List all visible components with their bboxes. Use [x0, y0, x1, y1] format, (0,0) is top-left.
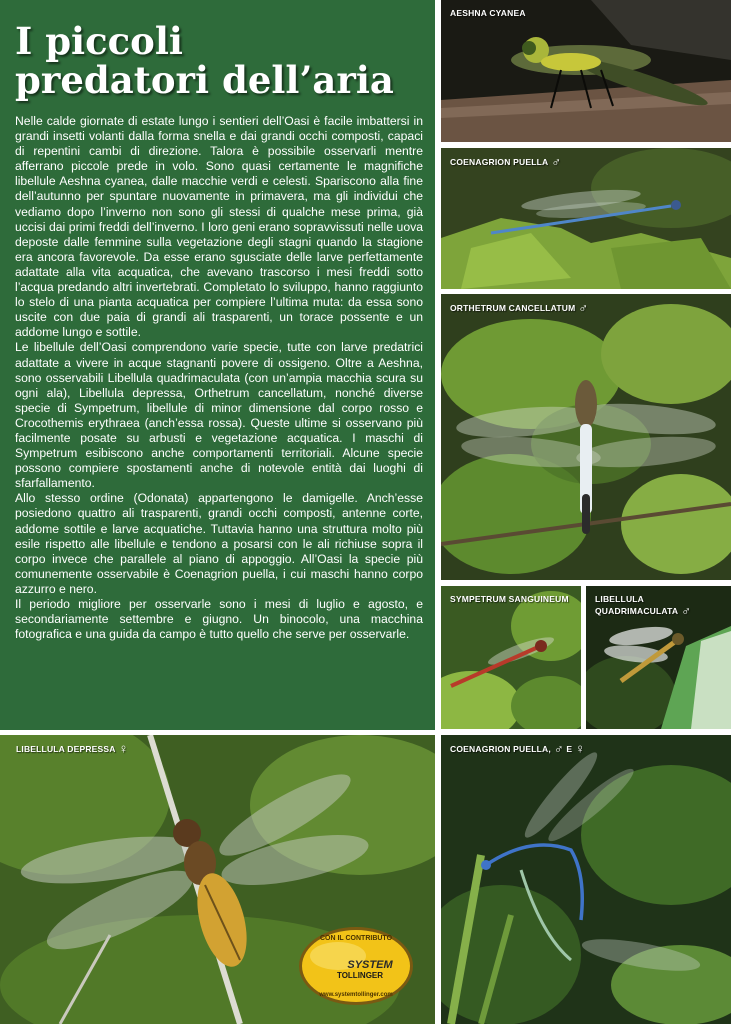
caption-orthetrum: ORTHETRUM CANCELLATUM ♂ — [450, 300, 589, 315]
coenagrion-pair-image — [441, 735, 731, 1024]
title-line-1: I piccoli — [15, 19, 183, 63]
male-symbol: ♂ — [578, 300, 589, 315]
caption-depressa: LIBELLULA DEPRESSA ♀ — [16, 741, 129, 756]
male-symbol: ♂ — [551, 154, 562, 169]
caption-sympetrum: SYMPETRUM SANGUINEUM — [450, 594, 569, 604]
paragraph-1: Nelle calde giornate di estate lungo i sentieri dell’Oasi è facile imbattersi in grandi insetti volanti dalla forma snella e dai grandi occhi composti, capaci di repentini cambi di direzione. Talora è possibile osservarli mentre afferrano piccole prede in volo. Sono quasi certamente le magnifiche libellule Aeshna cyanea, dalle macchie verdi e celesti. Spariscono alla fine dell’autunno per spuntare nuovamente in primavera, ma gli individui che vediamo dopo l’inverno non sono gli stessi di qualche mese prima, già uccisi dai primi freddi dell’inverno. I loro geni erano sopravvissuti nelle uova deposte dalle femmine sulla vegetazione degli stagni quando la stagione era ancora favorevole. Da esse erano sgusciate delle larve perfettamente adattate alla vita acquatica, che avevano trascorso i mesi freddi sotto l’acqua predando altri invertebrati. Completato lo sviluppo, hanno raggiunto lo stelo di una pianta acquatica per compiere l’ultima muta: da essa sono uscite con due paia di grandi ali trasparenti, un torace possente e un addome lungo e sottile. — [15, 114, 423, 340]
paragraph-3: Allo stesso ordine (Odonata) appartengono le damigelle. Anch’esse posiedono quattro ali trasparenti, grandi occhi composti, antenne corte, addome sottile e larve acquatiche. Tuttavia hanno una struttura molto più esile rispetto alle libellule e tendono a posarsi con le ali richiuse sopra il corpo invece che parallele al piano di appoggio. All’Oasi la specie più comunemente osservabile è Coenagrion puella, i cui maschi hanno corpo azzurro e nero. — [15, 491, 423, 596]
photo-orthetrum — [441, 294, 731, 580]
photo-aeshna-cyanea — [441, 0, 731, 142]
male-symbol: ♂ — [681, 603, 692, 618]
aeshna-image — [441, 0, 731, 142]
caption-coenagrion-male: COENAGRION PUELLA ♂ — [450, 154, 562, 169]
coenagrion-male-image — [441, 148, 731, 289]
female-symbol: ♀ — [575, 741, 586, 756]
caption-aeshna: AESHNA CYANEA — [450, 8, 526, 18]
caption-coenagrion-pair: COENAGRION PUELLA, ♂ E ♀ — [450, 741, 586, 756]
logo-url: www.systemtollinger.com — [319, 992, 393, 998]
article-body — [15, 114, 423, 642]
photo-sympetrum — [441, 586, 581, 729]
paragraph-2: Le libellule dell’Oasi comprendono varie specie, tutte con larve predatrici adattate a vivere in acque stagnanti povere di ossigeno. Oltre a Aeshna, sono osservabili Libellula quadrimaculata (con un’ampia macchia scura su ogni ala), Libellula depressa, Orthetrum cancellatum, nonché diverse specie di Sympetrum, libellule di minor dimensione dal corpo rosso e Crocothemis erythraea (anch’essa rossa). Queste ultime si osservano più facilmente posate su arbusti e vegetazione acquatica. I maschi di Sympetrum esibiscono anche comportamenti territoriali. Alcune specie possono compiere spostamenti anche di notevole entità dai luoghi di sfarfallamento. — [15, 340, 423, 491]
female-symbol: ♀ — [118, 741, 129, 756]
sponsor-logo — [298, 926, 414, 1006]
photo-quadrimaculata — [586, 586, 731, 729]
sympetrum-image — [441, 586, 581, 729]
page-title — [15, 19, 425, 102]
text-panel — [0, 0, 435, 730]
caption-quadrimaculata: LIBELLULA QUADRIMACULATA ♂ — [595, 594, 692, 618]
paragraph-4: Il periodo migliore per osservarle sono i mesi di luglio e agosto, e secondariamente settembre e giugno. Un binocolo, una macchina fotografica e una guida da campo è tutto quello che serve per osservarle. — [15, 597, 423, 642]
photo-coenagrion-pair — [441, 735, 731, 1024]
orthetrum-image — [441, 294, 731, 580]
photo-coenagrion-male — [441, 148, 731, 289]
logo-brand-2: TOLLINGER — [336, 971, 384, 980]
logo-brand-1: SYSTEM — [347, 959, 393, 971]
title-line-2: predatori dell’aria — [15, 58, 394, 102]
male-symbol: ♂ — [553, 741, 564, 756]
logo-top-text: CON IL CONTRIBUTO — [319, 935, 393, 942]
